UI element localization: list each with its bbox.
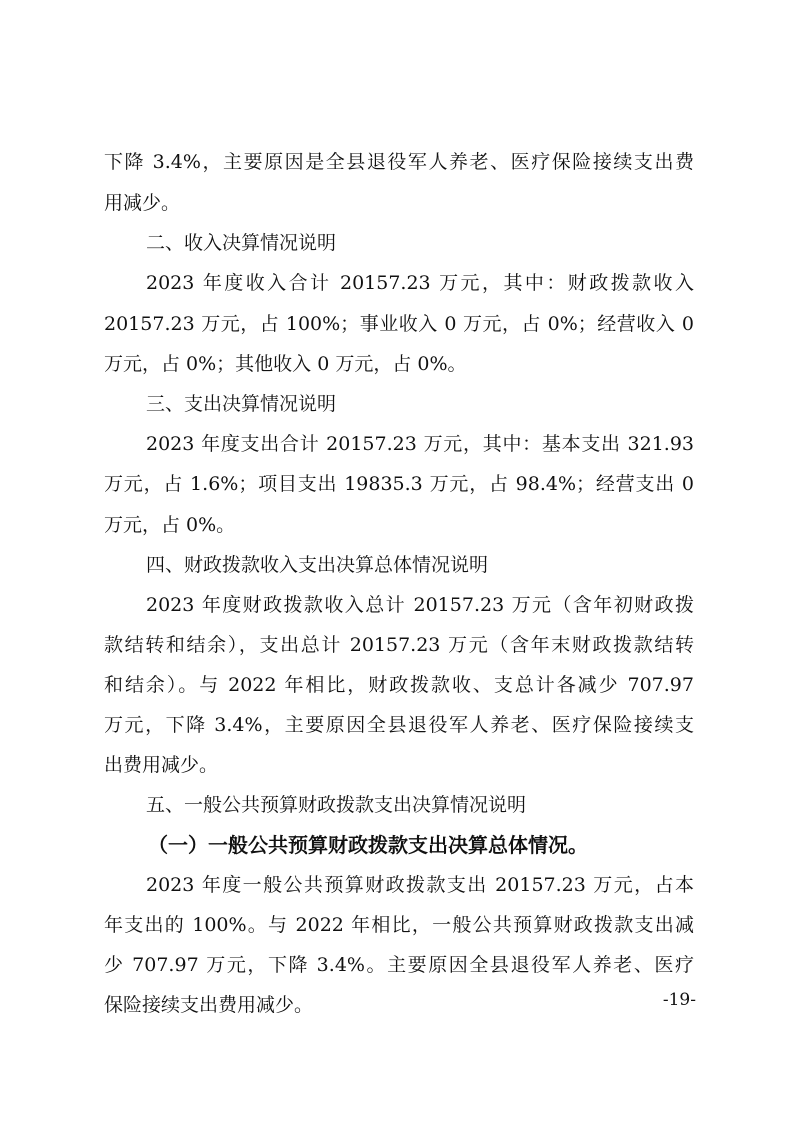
section-heading-income: 二、收入决算情况说明: [146, 232, 337, 254]
fiscal-line-1: 2023 年度财政拨款收入总计 20157.23 万元（含年初财政拨: [146, 594, 694, 616]
general-line-3: 少 707.97 万元，下降 3.4%。主要原因全县退役军人养老、医疗: [104, 954, 694, 976]
expense-line-3: 万元，占 0%。: [104, 514, 236, 536]
intro-line-2: 用减少。: [104, 192, 181, 214]
general-line-4: 保险接续支出费用减少。: [104, 994, 314, 1016]
section-heading-expense: 三、支出决算情况说明: [146, 393, 337, 415]
intro-line-1: 下降 3.4%，主要原因是全县退役军人养老、医疗保险接续支出费: [104, 151, 694, 173]
fiscal-line-2: 款结转和结余），支出总计 20157.23 万元（含年末财政拨款结转: [104, 634, 694, 656]
section-heading-fiscal: 四、财政拨款收入支出决算总体情况说明: [146, 554, 489, 576]
general-line-2: 年支出的 100%。与 2022 年相比，一般公共预算财政拨款支出减: [104, 914, 694, 936]
section-heading-general: 五、一般公共预算财政拨款支出决算情况说明: [146, 794, 527, 816]
income-line-1: 2023 年度收入合计 20157.23 万元，其中：财政拨款收入: [146, 272, 694, 294]
fiscal-line-3: 和结余）。与 2022 年相比，财政拨款收、支总计各减少 707.97: [104, 674, 694, 696]
income-line-3: 万元，占 0%；其他收入 0 万元，占 0%。: [104, 353, 467, 375]
subsection-heading-general-overall: （一）一般公共预算财政拨款支出决算总体情况。: [148, 833, 588, 857]
general-line-1: 2023 年度一般公共预算财政拨款支出 20157.23 万元，占本: [146, 874, 694, 896]
fiscal-line-4: 万元，下降 3.4%，主要原因全县退役军人养老、医疗保险接续支: [104, 714, 694, 736]
expense-line-2: 万元，占 1.6%；项目支出 19835.3 万元，占 98.4%；经营支出 0: [104, 473, 694, 495]
fiscal-line-5: 出费用减少。: [104, 754, 219, 776]
expense-line-1: 2023 年度支出合计 20157.23 万元，其中：基本支出 321.93: [146, 433, 694, 455]
page-number: -19-: [662, 990, 696, 1010]
income-line-2: 20157.23 万元，占 100%；事业收入 0 万元，占 0%；经营收入 0: [104, 313, 694, 335]
